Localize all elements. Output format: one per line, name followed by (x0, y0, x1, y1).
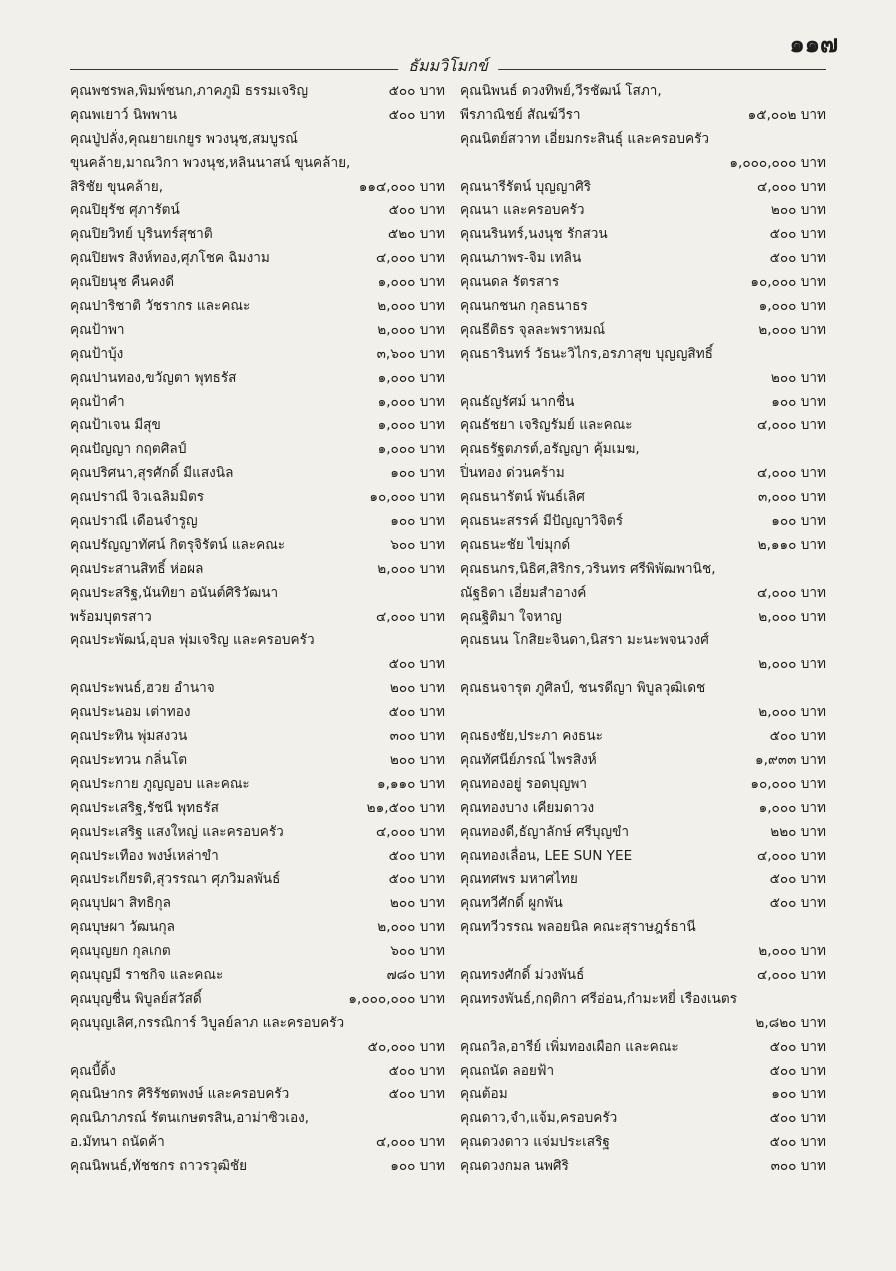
donor-row (460, 988, 826, 1012)
donor-row (460, 629, 826, 653)
donation-amount: ๑๑๔,๐๐๐ บาท (358, 178, 445, 195)
donor-row (460, 1060, 826, 1084)
donor-row (460, 1012, 826, 1036)
donor-row (70, 1107, 445, 1131)
donor-name: คุณประนอม เต่าทอง (70, 704, 191, 721)
donor-row (70, 247, 445, 271)
donation-amount: ๑,๐๐๐ บาท (377, 369, 445, 386)
donation-amount: ๒,๐๐๐ บาท (377, 321, 445, 338)
donation-amount: ๖๐๐ บาท (390, 536, 445, 553)
donation-amount: ๔,๐๐๐ บาท (375, 1134, 445, 1151)
donation-amount: ๒,๐๐๐ บาท (758, 704, 826, 721)
donor-row (460, 821, 826, 845)
donor-row (70, 773, 445, 797)
donor-name: คุณพชรพล,พิมพ์ชนก,ภาคภูมิ ธรรมเจริญ (70, 83, 309, 99)
donor-row (70, 319, 445, 343)
donor-row (70, 845, 445, 869)
donation-amount: ๑๐๐ บาท (771, 1086, 826, 1103)
donor-name: คุณนิพนธ์ ดวงทิพย์,วีรชัฒน์ โสภา, (460, 83, 662, 99)
donation-amount: ๑,๐๐๐ บาท (758, 799, 826, 816)
donor-name: คุณปิยนุช คืนคงดี (70, 274, 175, 291)
donor-row (460, 1131, 826, 1155)
donor-row (460, 247, 826, 271)
donation-amount: ๕๐๐ บาท (769, 1062, 826, 1079)
donor-name: คุณประสานสิทธิ์ ห่อผล (70, 560, 204, 577)
donor-row (70, 80, 445, 104)
donation-amount: ๕๐๐ บาท (388, 871, 445, 888)
donor-row (460, 1036, 826, 1060)
donor-name: คุณปราณี จิวเฉลิมมิตร (70, 489, 205, 506)
donation-amount: ๑๐๐ บาท (771, 513, 826, 530)
donation-amount: ๒,๐๐๐ บาท (377, 560, 445, 577)
donor-row (460, 1083, 826, 1107)
donation-amount: ๕๐๐ บาท (388, 704, 445, 721)
donation-amount: ๕๐๐ บาท (388, 202, 445, 219)
right-column (460, 80, 826, 1179)
donor-name: คุณประเกียรติ,สุวรรณา ศุภวิมลพันธ์ (70, 871, 281, 888)
donation-amount: ๔,๐๐๐ บาท (756, 966, 826, 983)
donor-row (460, 462, 826, 486)
donor-row (70, 964, 445, 988)
donation-amount: ๒,๑๑๐ บาท (757, 536, 826, 553)
donation-amount: ๕๒๐ บาท (387, 226, 445, 243)
donor-row (460, 128, 826, 152)
donor-name: คุณธนน โกสิยะจินดา,นิสรา มะนะพจนวงศ์ (460, 632, 709, 649)
donation-amount: ๕๐๐ บาท (769, 871, 826, 888)
donation-amount: ๕๐๐ บาท (388, 1062, 445, 1079)
donor-name: พร้อมบุตรสาว (70, 608, 152, 625)
donation-amount: ๔,๐๐๐ บาท (756, 584, 826, 601)
donor-row (460, 558, 826, 582)
donor-row (460, 1155, 826, 1179)
donor-name: คุณป้าเจน มีสุข (70, 417, 161, 434)
donor-name: คุณปราณี เดือนจำรูญ (70, 513, 198, 530)
donor-name: คุณบุญชื่น พิบูลย์สวัสดิ์ (70, 990, 202, 1007)
donor-row (70, 391, 445, 415)
donation-amount: ๕๐๐ บาท (769, 895, 826, 912)
donation-amount: ๑,๐๐๐ บาท (377, 274, 445, 291)
donor-name: คุณทองบาง เคียมดาวง (460, 799, 595, 816)
donor-row (70, 1131, 445, 1155)
donation-amount: ๕๐๐ บาท (769, 1038, 826, 1055)
donor-row (460, 701, 826, 725)
donor-row (70, 940, 445, 964)
donor-row (70, 128, 445, 152)
donor-name: คุณปิยวิทย์ บุรินทร์สุชาติ (70, 226, 213, 243)
donor-name: คุณนภาพร-จิม เทลิน (460, 250, 582, 267)
donor-row (460, 319, 826, 343)
donation-amount: ๕๐๐ บาท (388, 106, 445, 123)
donor-row (460, 1107, 826, 1131)
donor-name: คุณนดล รัตรสาร (460, 274, 560, 291)
donor-name: ปิ่นทอง ด่วนคร้าม (460, 465, 565, 482)
donor-name: คุณประเทือง พงษ์เหล่าขำ (70, 847, 219, 864)
donor-name: คุณนรินทร์,นงนุช รักสวน (460, 226, 608, 243)
donation-amount: ๔,๐๐๐ บาท (756, 417, 826, 434)
donor-name: คุณประเสริฐ แสงใหญ่ และครอบครัว (70, 823, 284, 840)
donor-name: คุณประพนธ์,ฮวย อำนาจ (70, 680, 215, 697)
donor-name: คุณดวงดาว แจ่มประเสริฐ (460, 1134, 610, 1151)
donor-row (460, 176, 826, 200)
donation-amount: ๒,๐๐๐ บาท (758, 608, 826, 625)
donor-name: คุณทองเลื่อน, LEE SUN YEE (460, 847, 633, 864)
donor-name: คุณธีติธร จุลละพราหมณ์ (460, 321, 606, 338)
donor-row (70, 629, 445, 653)
page-number: ๑๑๗ (789, 30, 838, 58)
donation-amount: ๒,๐๐๐ บาท (758, 656, 826, 673)
donor-row (70, 199, 445, 223)
donor-name: คุณถนัด ลอยฟ้า (460, 1062, 555, 1079)
donation-amount: ๒,๐๐๐ บาท (758, 943, 826, 960)
donor-name: คุณทองดี,ธัญาลักษ์ ศรีบุญขำ (460, 823, 630, 840)
donor-row (460, 80, 826, 104)
donor-row (70, 104, 445, 128)
donation-amount: ๒๒๐ บาท (770, 823, 826, 840)
donor-name: ขุนคล้าย,มาณวิกา พวงนุช,หลินนาสน์ ขุนคล้าย, (70, 154, 351, 171)
donor-row (460, 199, 826, 223)
donor-name: คุณประเสริฐ,รัชนี พุทธรัส (70, 799, 219, 816)
donor-name: คุณประทิน พุ่มสงวน (70, 728, 188, 745)
donation-amount: ๔,๐๐๐ บาท (756, 465, 826, 482)
donor-name: คุณทัศนีย์ภรณ์ ไพรสิงห์ (460, 751, 597, 768)
donation-amount: ๑๐,๐๐๐ บาท (369, 489, 445, 506)
donor-row (70, 438, 445, 462)
donor-row (70, 582, 445, 606)
donor-name: อ.มัทนา ถนัดค้า (70, 1134, 165, 1151)
donation-amount: ๒๐๐ บาท (389, 751, 445, 768)
donation-amount: ๒,๘๒๐ บาท (755, 1014, 826, 1031)
donor-row (70, 1083, 445, 1107)
donor-name: คุณปิยุรัช ศุภารัตน์ (70, 202, 180, 219)
donor-name: คุณป้าพา (70, 321, 125, 338)
donation-amount: ๒๐๐ บาท (770, 202, 826, 219)
donation-amount: ๑๐,๐๐๐ บาท (750, 274, 826, 291)
donor-row (460, 367, 826, 391)
donor-name: คุณประพัฒน์,อุบล พุ่มเจริญ และครอบครัว (70, 632, 315, 649)
donor-name: คุณปานทอง,ขวัญตา พุทธรัส (70, 369, 237, 386)
donor-name: คุณธนะสรรค์ มีปัญญาวิจิตร์ (460, 513, 624, 530)
donor-name: คุณปัญญา กฤตศิลป์ (70, 441, 187, 458)
donor-row (70, 558, 445, 582)
donor-name: คุณนกชนก กุลธนาธร (460, 298, 588, 315)
donor-name: คุณปรัญญาทัศน์ กิตรุจิรัตน์ และคณะ (70, 536, 286, 553)
donation-amount: ๑,๐๐๐,๐๐๐ บาท (729, 154, 826, 171)
donation-amount: ๑๐,๐๐๐ บาท (750, 775, 826, 792)
donor-list (70, 80, 826, 1250)
donor-row (460, 152, 826, 176)
donor-name: คุณป้าบุ้ง (70, 345, 124, 362)
donation-amount: ๕๐๐ บาท (769, 250, 826, 267)
donor-row (70, 916, 445, 940)
donor-row (70, 1036, 445, 1060)
donor-name: คุณถวิล,อารีย์ เพิ่มทองเผือก และคณะ (460, 1038, 679, 1055)
donation-amount: ๔,๐๐๐ บาท (375, 823, 445, 840)
donation-amount: ๕๐๐ บาท (769, 728, 826, 745)
donor-row (70, 868, 445, 892)
donation-amount: ๕๐๐ บาท (769, 226, 826, 243)
donation-amount: ๒,๐๐๐ บาท (377, 298, 445, 315)
donor-name: คุณธนจารุต ภูศิลป์, ชนรดีญา พิบูลวุฒิเดช (460, 680, 706, 697)
donation-amount: ๓๐๐ บาท (770, 1158, 826, 1175)
donor-row (460, 845, 826, 869)
donation-amount: ๓,๖๐๐ บาท (376, 345, 445, 362)
donor-name: คุณนา และครอบครัว (460, 202, 585, 219)
donor-row (70, 486, 445, 510)
donor-name: คุณธนารัตน์ พันธ์เลิศ (460, 489, 585, 506)
donation-amount: ๕๐๐ บาท (388, 1086, 445, 1103)
donation-amount: ๑๐๐ บาท (390, 465, 445, 482)
donor-row (70, 1155, 445, 1179)
donor-row (460, 964, 826, 988)
donor-row (460, 391, 826, 415)
donor-name: คุณธงชัย,ประภา คงธนะ (460, 728, 603, 745)
donor-name: คุณบุญมี ราชกิจ และคณะ (70, 966, 224, 983)
donor-name: คุณปาริชาติ วัชรากร และคณะ (70, 298, 251, 315)
donor-name: คุณประทวน กลิ่นโต (70, 751, 188, 768)
donor-row (70, 534, 445, 558)
donation-amount: ๕๐๐ บาท (388, 656, 445, 673)
donation-amount: ๔,๐๐๐ บาท (375, 608, 445, 625)
donation-amount: ๒๐๐ บาท (770, 369, 826, 386)
donor-row (70, 1060, 445, 1084)
donation-amount: ๑,๙๓๓ บาท (754, 751, 826, 768)
donation-amount: ๕๐๐ บาท (769, 1134, 826, 1151)
donor-name: คุณธัชยา เจริญรัมย์ และคณะ (460, 417, 633, 434)
donation-amount: ๑,๐๐๐ บาท (377, 393, 445, 410)
donation-amount: ๕๐๐ บาท (769, 1110, 826, 1127)
donor-name: คุณธารินทร์ วัธนะวิไกร,อรภาสุข บุญญสิทธิ์ (460, 345, 713, 362)
donor-row (70, 797, 445, 821)
donor-name: ณัฐธิดา เอี่ยมสำอางค์ (460, 584, 587, 601)
donor-name: คุณบุษผา วัฒนกุล (70, 919, 175, 936)
donation-amount: ๒๐๐ บาท (389, 895, 445, 912)
donation-amount: ๑๐๐ บาท (771, 393, 826, 410)
donor-row (70, 1012, 445, 1036)
donor-row (460, 295, 826, 319)
donor-row (70, 367, 445, 391)
donor-row (70, 749, 445, 773)
donor-name: คุณปู่ปลั่ง,คุณยายเกยูร พวงนุช,สมบูรณ์ (70, 130, 298, 147)
donor-row (460, 486, 826, 510)
donor-name: คุณบี้ดิ้ง (70, 1062, 116, 1079)
donor-row (70, 988, 445, 1012)
donation-amount: ๕๐,๐๐๐ บาท (367, 1038, 445, 1055)
donation-amount: ๒,๐๐๐ บาท (758, 321, 826, 338)
donation-amount: ๒,๐๐๐ บาท (377, 919, 445, 936)
donor-row (70, 414, 445, 438)
donor-row (70, 606, 445, 630)
donor-name: คุณดวงกมล นพศิริ (460, 1158, 569, 1175)
donor-row (70, 725, 445, 749)
running-header (70, 54, 826, 76)
donation-amount: ๑๐๐ บาท (390, 513, 445, 530)
donor-row (70, 295, 445, 319)
donor-row (70, 223, 445, 247)
left-column (70, 80, 445, 1179)
donor-row (460, 104, 826, 128)
donor-name: คุณทวีวรรณ พลอยนิล คณะสุราษฎร์ธานี (460, 919, 696, 936)
donor-row (70, 701, 445, 725)
donation-amount: ๒๑,๕๐๐ บาท (366, 799, 445, 816)
donor-name: คุณฐิติมา ใจหาญ (460, 608, 562, 625)
donor-row (460, 606, 826, 630)
donor-name: คุณนารีรัตน์ บุญญาศิริ (460, 178, 592, 195)
donor-name: คุณทองอยู่ รอดบุญพา (460, 775, 588, 792)
donor-row (460, 582, 826, 606)
donor-row (70, 343, 445, 367)
donation-amount: ๓๐๐ บาท (389, 728, 445, 745)
donor-name: พีรภาณิชย์ สัณฆ์วีรา (460, 106, 581, 123)
donor-name: คุณธนะชัย ไข่มุกด์ (460, 536, 571, 553)
donation-amount: ๒๐๐ บาท (389, 680, 445, 697)
donor-name: คุณธนกร,นิธิศ,สิริกร,วรินทร ศรีพิพัฒพานิช, (460, 560, 716, 577)
donor-name: คุณบุญเลิศ,กรรณิการ์ วิบูลย์ลาภ และครอบครัว (70, 1014, 345, 1031)
donor-row (460, 343, 826, 367)
donor-row (70, 176, 445, 200)
donor-name: คุณนิภาภรณ์ รัตนเกษตรสิน,อาม่าซิวเอง, (70, 1110, 310, 1127)
donation-amount: ๔,๐๐๐ บาท (756, 178, 826, 195)
donor-row (460, 414, 826, 438)
donation-amount: ๔,๐๐๐ บาท (375, 250, 445, 267)
donor-name: คุณปริศนา,สุรศักดิ์ มีแสงนิล (70, 465, 234, 482)
donor-name: สิริชัย ขุนคล้าย, (70, 178, 164, 195)
donor-row (460, 749, 826, 773)
donor-row (460, 773, 826, 797)
book-title: ธัมมวิโมกข์ (398, 54, 498, 79)
donor-row (70, 152, 445, 176)
donor-row (460, 725, 826, 749)
donor-row (460, 271, 826, 295)
donor-row (70, 510, 445, 534)
donor-row (70, 677, 445, 701)
donor-name: คุณประสริฐ,นันทิยา อนันต์ศิริวัฒนา (70, 584, 279, 601)
donation-amount: ๑,๐๐๐ บาท (377, 417, 445, 434)
donor-row (70, 892, 445, 916)
donation-amount: ๑,๐๐๐ บาท (758, 298, 826, 315)
donation-amount: ๑๕,๐๐๒ บาท (747, 106, 826, 123)
donor-name: คุณป้าคำ (70, 393, 125, 410)
donor-row (460, 797, 826, 821)
donor-row (460, 534, 826, 558)
donor-name: คุณพเยาว์ นิพพาน (70, 106, 178, 123)
donor-row (460, 223, 826, 247)
donor-name: คุณธรัฐตภรต์,อรัญญา คุ้มเมฆ, (460, 441, 640, 458)
donor-name: คุณธัญรัศม์ นากชื่น (460, 393, 575, 410)
donor-name: คุณนิตย์สวาท เอี่ยมกระสินธุ์ และครอบครัว (460, 130, 710, 147)
donor-row (460, 653, 826, 677)
donor-name: คุณประกาย ภูญญอบ และคณะ (70, 775, 250, 792)
donor-name: คุณทวีศักดิ์ ผูกพัน (460, 895, 563, 912)
donation-amount: ๑,๐๐๐,๐๐๐ บาท (348, 990, 445, 1007)
donor-row (460, 868, 826, 892)
donor-name: คุณบุญยก กุลเกต (70, 943, 171, 960)
donor-row (70, 821, 445, 845)
donor-name: คุณนิพนธ์,ทัชชกร ถาวรวุฒิชัย (70, 1158, 248, 1175)
donor-name: คุณทรงศักดิ์ ม่วงพันธ์ (460, 966, 585, 983)
donation-amount: ๖๐๐ บาท (390, 943, 445, 960)
donor-row (460, 677, 826, 701)
donor-name: คุณทศพร มหาศไทย (460, 871, 578, 888)
donor-name: คุณดาว,จำ,แจ้ม,ครอบครัว (460, 1110, 618, 1127)
donor-row (460, 892, 826, 916)
donor-row (460, 438, 826, 462)
donation-amount: ๓,๐๐๐ บาท (757, 489, 826, 506)
donor-row (460, 940, 826, 964)
donation-amount: ๑๐๐ บาท (390, 1158, 445, 1175)
donor-row (70, 462, 445, 486)
donor-row (70, 653, 445, 677)
donation-amount: ๕๐๐ บาท (388, 847, 445, 864)
donor-name: คุณนิษากร ศิริรัชตพงษ์ และครอบครัว (70, 1086, 290, 1103)
donor-name: คุณปิยพร สิงห์ทอง,ศุภโชค ฉิมงาม (70, 250, 270, 267)
donation-amount: ๔,๐๐๐ บาท (756, 847, 826, 864)
donor-name: คุณต้อม (460, 1086, 508, 1103)
donation-amount: ๕๐๐ บาท (388, 83, 445, 99)
donor-name: คุณทรงพันธ์,กฤติกา ศรีอ่อน,กำมะหยี่ เรืองเนตร (460, 990, 738, 1007)
donor-row (460, 916, 826, 940)
donation-amount: ๗๘๐ บาท (386, 966, 445, 983)
donor-name: คุณบุปผา สิทธิกุล (70, 895, 171, 912)
donor-row (70, 271, 445, 295)
donation-amount: ๑,๑๑๐ บาท (376, 775, 445, 792)
donor-row (460, 510, 826, 534)
donation-amount: ๑,๐๐๐ บาท (377, 441, 445, 458)
